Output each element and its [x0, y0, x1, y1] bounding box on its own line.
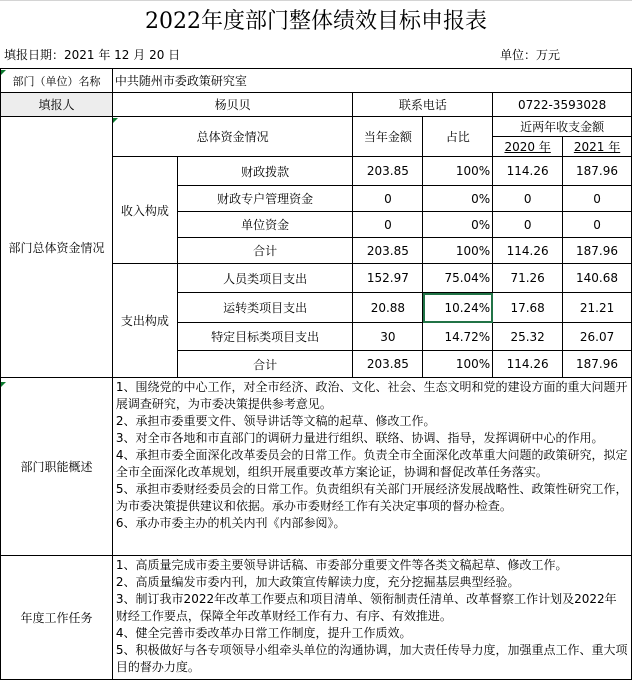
row-y2021[interactable]: 187.96: [563, 351, 632, 378]
header-amount[interactable]: 当年金额: [353, 117, 423, 157]
row-ratio[interactable]: 14.72%: [423, 323, 493, 351]
row-name[interactable]: 合计: [177, 351, 353, 378]
row-amount[interactable]: 203.85: [353, 238, 423, 264]
row-ratio[interactable]: 100%: [423, 238, 493, 264]
row-amount[interactable]: 203.85: [353, 157, 423, 186]
header-ratio[interactable]: 占比: [423, 117, 493, 157]
comment-indicator-icon: [1, 382, 6, 387]
row-y2020[interactable]: 25.32: [493, 323, 563, 351]
func-description-cell[interactable]: [112, 378, 631, 556]
comment-indicator-icon: [1, 70, 6, 75]
row-y2020[interactable]: 71.26: [493, 264, 563, 293]
performance-table: [0, 68, 632, 680]
task-item: 3、制订我市2022年改革工作要点和项目清单、领衔制责任清单、改革督察工作计划及2022年财经工作要点，保障全年改革财经工作有力、有序、有效推进。: [115, 592, 617, 623]
row-name[interactable]: 财政专户管理资金: [177, 186, 353, 212]
row-y2021[interactable]: 187.96: [563, 157, 632, 186]
func-item: 2、承担市委重要文件、领导讲话等文稿的起草、修改工作。: [115, 414, 436, 428]
func-label[interactable]: 部门职能概述: [1, 378, 113, 556]
row-amount[interactable]: 203.85: [353, 351, 423, 378]
fill-date: 填报日期：2021 年 12 月 20 日: [4, 48, 181, 62]
header-year-2020[interactable]: 2020 年: [493, 137, 563, 157]
row-y2020[interactable]: 114.26: [493, 157, 563, 186]
dept-value-cell[interactable]: 中共随州市委政策研究室: [112, 69, 631, 93]
row-amount[interactable]: 0: [353, 186, 423, 212]
row-y2020[interactable]: 17.68: [493, 293, 563, 323]
func-item: 6、承办市委主办的机关内刊《内部参阅》。: [115, 516, 346, 530]
phone-value-cell[interactable]: 0722-3593028: [493, 93, 632, 117]
task-description-cell[interactable]: [112, 556, 631, 680]
func-item: 5、承担市委财经委员会的日常工作。负责组织有关部门开展经济发展战略性、政策性研究工作，为市委决策提供建议和依据。承办市委财经工作有关决定事项的督办检查。: [115, 482, 628, 513]
selected-cell[interactable]: 10.24%: [423, 293, 493, 323]
header-year-2021[interactable]: 2021 年: [563, 137, 632, 157]
row-ratio[interactable]: 100%: [423, 157, 493, 186]
income-label[interactable]: 收入构成: [112, 157, 177, 264]
row-y2020[interactable]: 114.26: [493, 351, 563, 378]
comment-indicator-icon: [113, 118, 118, 123]
page-title: 2022年度部门整体绩效目标申报表: [145, 9, 487, 34]
row-name[interactable]: 合计: [177, 238, 353, 264]
func-item: 3、对全市各地和市直部门的调研力量进行组织、联络、协调、指导，发挥调研中心的作用。: [115, 431, 604, 445]
header-total-funds[interactable]: 总体资金情况: [112, 117, 353, 157]
header-recent-years[interactable]: 近两年收支金额: [493, 117, 632, 137]
row-name[interactable]: 财政拨款: [177, 157, 353, 186]
row-name[interactable]: 人员类项目支出: [177, 264, 353, 293]
row-name[interactable]: 运转类项目支出: [177, 293, 353, 323]
row-amount[interactable]: 152.97: [353, 264, 423, 293]
funds-section-label[interactable]: 部门总体资金情况: [1, 117, 113, 378]
phone-label-cell[interactable]: 联系电话: [353, 93, 493, 117]
row-y2020[interactable]: 0: [493, 186, 563, 212]
row-y2021[interactable]: 26.07: [563, 323, 632, 351]
row-y2021[interactable]: 0: [563, 212, 632, 238]
row-ratio[interactable]: 0%: [423, 212, 493, 238]
row-y2020[interactable]: 0: [493, 212, 563, 238]
row-y2021[interactable]: 0: [563, 186, 632, 212]
task-item: 5、积极做好与各专项领导小组牵头单位的沟通协调，加大责任传导力度，加强重点工作、重大项目的督办力度。: [115, 643, 628, 674]
filler-value-cell[interactable]: 杨贝贝: [112, 93, 353, 117]
row-amount[interactable]: 0: [353, 212, 423, 238]
expense-label[interactable]: 支出构成: [112, 264, 177, 378]
task-item: 4、健全完善市委改革办日常工作制度，提升工作质效。: [115, 626, 412, 640]
row-ratio[interactable]: 0%: [423, 186, 493, 212]
row-ratio[interactable]: 100%: [423, 351, 493, 378]
row-amount[interactable]: 30: [353, 323, 423, 351]
func-item: 1、围绕党的中心工作，对全市经济、政治、文化、社会、生态文明和党的建设方面的重大问题开展调查研究，为市委决策提供参考意见。: [115, 380, 628, 411]
row-y2021[interactable]: 140.68: [563, 264, 632, 293]
row-y2020[interactable]: 114.26: [493, 238, 563, 264]
func-item: 4、承担市委全面深化改革委员会的日常工作。负责全市全面深化改革重大问题的政策研究，拟定全市全面深化改革规划，组织开展重要改革方案论证，协调和督促改革任务落实。: [115, 448, 628, 479]
unit-label: 单位：万元: [500, 48, 561, 62]
task-item: 1、高质量完成市委主要领导讲话稿、市委部分重要文件等各类文稿起草、修改工作。: [115, 558, 568, 572]
row-amount[interactable]: 20.88: [353, 293, 423, 323]
task-item: 2、高质量编发市委内刊，加大政策宣传解读力度，充分挖掘基层典型经验。: [115, 575, 520, 589]
row-name[interactable]: 特定目标类项目支出: [177, 323, 353, 351]
row-name[interactable]: 单位资金: [177, 212, 353, 238]
filler-label-cell[interactable]: 填报人: [1, 93, 113, 117]
task-label[interactable]: 年度工作任务: [1, 556, 113, 680]
row-y2021[interactable]: 187.96: [563, 238, 632, 264]
dept-label-cell[interactable]: 部门（单位）名称: [1, 69, 113, 93]
row-ratio[interactable]: 75.04%: [423, 264, 493, 293]
row-y2021[interactable]: 21.21: [563, 293, 632, 323]
